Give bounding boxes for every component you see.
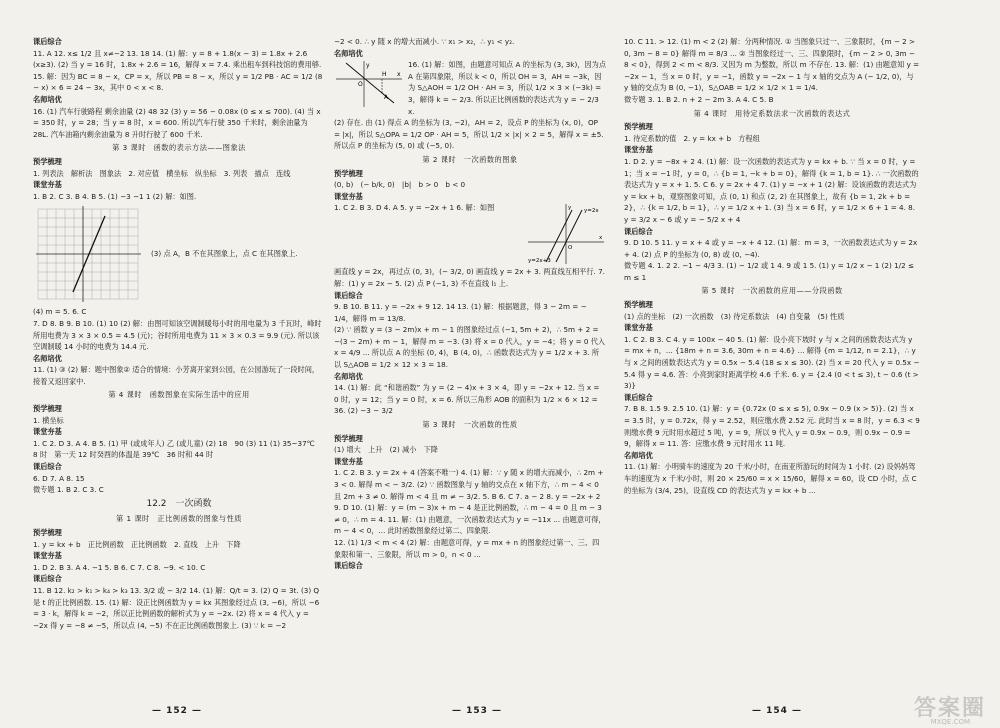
svg-text:y: y: [366, 62, 370, 70]
answer-text: (1) 增大 上升 (2) 减小 下降: [334, 445, 438, 455]
answer-text: 9. D 10. (1) 解：y = (m − 3)x + m − 4 是正比例函数，∴ m − 4 = 0 且 m − 3 ≠ 0，∴ m = 4. 11. 解：(1) 由题意，一次函数表达式为 y = −11x ... 由题意可得，m − 4 < 0，... 此时函数图象经过第二、四象限.: [334, 503, 606, 536]
answer-text: 微专题 1. B 2. C 3. C: [33, 485, 104, 495]
section-heading: 预学梳理: [624, 122, 653, 132]
answer-text: 1. C 2. D 3. A 4. B 5. (1) 甲 (或成年人) 乙 (或儿童) (2) 18 90 (3) 11 (1) 35~37℃ 8 时 第一天 12 时癸酉的体温是 39℃ 36 时和 44 时: [33, 438, 322, 460]
answer-text: 1. D 2. y = −8x + 2 4. (1) 解：设一次函数的表达式为 y = kx + b. ∵ 当 x = 0 时，y = 1；当 x = −1 时，y = 0，∴ {b = 1, −k + b = 0}，解得 {k = 1, b = 1}. ∴ 一次函数的表达式为 y = x + 1. 5. C 6. y = 2x + 4 7. (1) y = −x + 1 (2) 解：设该函数的表达式为 y = kx + b，观察图象可知，点 (0, 1) 和点 (2, 2) 在其图象上，故有 {b = 1, 2k + b = 2}，∴ {k = 1/2, b = 1}，∴ y = 1/2 x + 1. (3) 当 x = 6 时，y = 1/2 × 6 + 1 = 4. 8. y = 3/2 x − 6 或 y = − 5/2 x + 4: [624, 156, 919, 224]
answer-text: 9. B 10. B 11. y = −2x + 9 12. 14 13. (1) 解：根据题意，得 3 − 2m = − 1/4，解得 m = 13/8.: [334, 302, 587, 323]
answer-text: (2) ∵ 函数 y = (3 − 2m)x + m − 1 的图象经过点 (−1, 5m + 2)，∴ 5m + 2 = −(3 − 2m) + m − 1，解得 m = −3. (3) 将 x = 0 代入，y = −4；将 y = 0 代入 x = 4/9 ... 所以点 A 的坐标 (0, 4)，B (4, 0)，∴ 函数表达式为 y = 1/2 x + 3. 所以 S△AOB = 1/2 × 12 × 3 = 18.: [334, 325, 606, 370]
svg-text:O: O: [568, 245, 573, 252]
section-heading: 预学梳理: [334, 168, 363, 178]
page-number: — 153 —: [452, 706, 503, 716]
answer-text: 6. D 7. A 8. 15: [33, 473, 85, 483]
answer-text: 1. 横坐标: [33, 415, 64, 425]
answer-text: 画直线 y = 2x，再过点 (0, 3)，(− 3/2, 0) 画直线 y = 2x + 3. 两直线互相平行. 7. 解：(1) y = 2x − 5. (2) 点 P (−1, 3) 不在直线 l₁ 上.: [334, 267, 605, 288]
answer-text: 11. (1) 解：小明骑车的速度为 20 千米/小时，在南亚所游玩的时间为 1 小时. (2) 设妈妈驾车的速度为 x 千米/小时，则 20 × 25/60 = x × 15/60，解得 x = 60，设 CD 小时，点 C 的坐标为 (3/4, 25)，设直线 CD 的表达式为 y = kx + b ...: [624, 462, 917, 495]
section-heading: 课堂夯基: [334, 191, 363, 201]
watermark-logo: 答案圈: [913, 695, 986, 720]
answer-text: 11. B 12. k₂ > k₁ > k₄ > k₃ 13. 3/2 或 − 3/2 14. (1) 解：Q/t = 3. (2) Q = 3t. (3) Q 是 t 的正比例函数. 15. (1) 解：设正比例函数为 y = kx 其图象经过点 (3, −6)，所以 −6 = 3 · k，解得 k = −2，所以正比例函数的解析式为 y = −2x. (2) 将 x = 4 代入 y = −2x 得 y = −8 ≠ −5，所以点 (4, −5) 不在正比例函数图象上. (3) ∵ k = −2: [33, 585, 320, 630]
section-heading: 课后综合: [33, 37, 62, 46]
section-heading: 课后综合: [33, 462, 62, 472]
svg-text:H: H: [382, 71, 387, 79]
section-heading: 名师培优: [334, 48, 363, 58]
svg-text:y: y: [568, 205, 572, 212]
lesson-title: 第 3 课时 函数的表示方法——图象法: [112, 143, 246, 153]
section-heading: 课后综合: [624, 226, 653, 236]
watermark-url: MXQE.COM: [930, 718, 970, 726]
answer-text: (1) 点的坐标 (2) 一次函数 (3) 待定系数法 (4) 自变量 (5) 性质: [624, 311, 845, 321]
answer-text: 微专题 4. 1. 2 2. −1 − 4/3 3. (1) − 1/2 或 1 4. 9 或 1 5. (1) y = 1/2 x − 1 (2) 1/2 ≤ m ≤ 1: [624, 261, 914, 282]
lesson-title: 第 3 课时 一次函数的性质: [422, 420, 518, 430]
svg-text:x: x: [599, 235, 603, 242]
section-heading: 预学梳理: [33, 156, 62, 166]
page-number: — 152 —: [152, 706, 203, 716]
section-heading: 课堂夯基: [624, 145, 653, 155]
section-heading: 课堂夯基: [624, 323, 653, 333]
lesson-title: 第 5 课时 一次函数的应用——分段函数: [701, 286, 843, 296]
answer-text: (2) 存在. 由 (1) 得点 A 的坐标为 (3, −2)，AH = 2，设点 P 的坐标为 (x, 0)，OP = |x|，所以 S△OPA = 1/2 OP · AH = 5，所以 1/2 × |x| × 2 = 5，解得 x = ±5. 所以点 P 的坐标为 (5, 0) 或 (−5, 0).: [334, 118, 604, 151]
answer-text: 14. (1) 解：此 “和谐函数” 为 y = (2 − 4)x + 3 × 4，即 y = −2x + 12. 当 x = 0 时，y = 12；当 y = 0 时，x = 6. 所以三角形 AOB 的面积为 1/2 × 6 × 12 = 36. (2) −3 − 3/2: [334, 383, 600, 416]
section-heading: 课堂夯基: [33, 551, 62, 561]
svg-text:y=2x+3: y=2x+3: [528, 258, 551, 265]
chapter-title: 12.2 一次函数: [146, 498, 212, 509]
answer-text: 12. (1) 1/3 < m < 4 (2) 解：由题意可得，y = mx + n 的图象经过第一、三、四象限和第一、三象限，所以 m > 0，n < 0 ...: [334, 537, 600, 559]
answer-text: 10. C 11. > 12. (1) m < 2 (2) 解：分两种情况. ① 当图象只过一、三象限时，{m − 2 > 0, 3m − 8 = 0} 解得 m = 8/3 ... ② 当图象经过一、三、四象限时，{m − 2 > 0, 3m − 8 < 0}，得到 2 < m < 8/3. 又因为 m 为整数，所以 m 不存在. 13. 解：(1) 由题意知 y = −2x − 1，当 x = 0 时，y = −1，函数 y = −2x − 1 与 x 轴的交点为 A (− 1/2, 0)，与 y 轴的交点为 B (0, −1)，S△OAB = 1/2 × 1/2 × 1 = 1/4.: [624, 37, 920, 93]
answer-text: 1. C 2. B 3. C 4. y = 100x − 40 5. (1) 解：设小亮下坡时 y 与 x 之间的函数表达式为 y = mx + n，... {18m + n = 3.6, 30m + n = 4.6} ... 解得 {m = 1/12, n = 2.1}，∴ y 与 x 之间的函数表达式为 y = 0.5x − 5.4 (18 ≤ x ≤ 30). (2) 当 x = 20 代入 y = 0.5x − 5.4 得 y = 4.6. 答：小亮到家时距离学校 4.6 千米. 6. y = {2.4 (0 < t ≤ 3), t − 0.6 (t > 3)}: [624, 334, 920, 391]
section-heading: 预学梳理: [33, 528, 62, 537]
svg-text:y=2x: y=2x: [584, 208, 599, 215]
section-heading: 课后综合: [334, 290, 363, 300]
section-heading: 预学梳理: [334, 433, 363, 443]
lesson-title: 第 1 课时 正比例函数的图象与性质: [116, 514, 242, 524]
section-heading: 预学梳理: [33, 404, 62, 414]
section-heading: 名师培优: [624, 450, 653, 460]
answer-text: (0, b) (− b/k, 0) |b| b > 0 b < 0: [334, 180, 466, 190]
section-heading: 课后综合: [33, 574, 62, 584]
column-left: [33, 36, 325, 688]
svg-text:O: O: [358, 81, 363, 89]
lesson-title: 第 4 课时 用待定系数法求一次函数的表达式: [693, 108, 851, 118]
answer-text: 11. A 12. x≤ 1/2 且 x≠−2 13. 18 14. (1) 解：y = 8 + 1.8(x − 3) = 1.8x + 2.6 (x≥3). (2) 当 y = 16 时，1.8x + 2.6 = 16，解得 x = 7.4. 乘出租车到科技馆的费用够.: [33, 48, 322, 70]
section-heading: 课堂夯基: [33, 180, 62, 190]
answer-text: 1. B 2. C 3. B 4. B 5. (1) −3 −1 1 (2) 解：如图.: [33, 191, 197, 201]
answer-text: 1. C 2. B 3. D 4. A 5. y = −2x + 1 6. 解：如图: [334, 203, 495, 213]
section-heading: 名师培优: [33, 353, 62, 363]
answer-text: 1. C 2. B 3. y = 2x + 4 (答案不唯一) 4. (1) 解：∵ y 随 x 的增大而减小，∴ 2m + 3 < 0. 解得 m < − 3/2. (2) ∵ 函数图象与 y 轴的交点在 x 轴下方，∴ m − 4 < 0 且 2m + 3 ≠ 0. 解得 m < 4 且 m ≠ − 3/2. 5. B 6. C 7. a − 2 8. y = −2x + 2: [334, 468, 604, 501]
section-heading: 预学梳理: [624, 300, 653, 310]
section-heading: 名师培优: [33, 94, 62, 104]
lesson-title: 第 2 课时 一次函数的图象: [422, 154, 518, 164]
section-heading: 课堂夯基: [334, 456, 363, 466]
answer-text: 1. 待定系数的值 2. y = kx + b 方程组: [624, 133, 760, 143]
answer-text: 微专题 3. 1. B 2. n + 2 − 2m 3. A 4. C 5. B: [624, 94, 774, 104]
section-heading: 名师培优: [334, 371, 363, 381]
column-right: [624, 36, 920, 688]
answer-text: 15. 解：因为 BC = 8 − x，CP = x，所以 PB = 8 − x，所以 y = 1/2 PB · AC = 1/2 (8 − x) × 6 = 24 − 3x，其中 0 < x < 8.: [33, 71, 323, 93]
section-heading: 课后综合: [334, 561, 363, 571]
answer-text: −2 < 0. ∴ y 随 x 的增大而减小. ∵ x₁ > x₂，∴ y₁ < y₂.: [334, 37, 515, 46]
answer-text: 11. (1) ③ (2) 解：题中图象② 适合的情境：小芳离开家到公园，在公园游玩了一段时间，接着又返回家中.: [33, 365, 320, 386]
svg-text:A: A: [384, 94, 389, 102]
answer-text: 7. D 8. B 9. B 10. (1) 10 (2) 解：由图可知该空调制暖每小时的用电量为 3 千瓦时，峰时所用电费为 3 × 3 × 0.5 = 4.5 (元)；谷时所用电费为 11 × 3 × 0.3 = 9.9 (元). 所以该空调制暖 14 小时的电费为 14.4 元.: [33, 318, 322, 352]
page-number: — 154 —: [752, 706, 803, 716]
answer-text: 16. (1) 解：如图，由题意可知点 A 的坐标为 (3, 3k)，因为点 A 在第四象限，所以 k < 0，所以 OH = 3，AH = −3k，因为 S△AOH = 1/2 OH · AH = 3，所以 1/2 × 3 × (−3k) = 3，解得 k = − 2/3. 所以正比例函数的表达式为 y = − 2/3 x.: [408, 60, 607, 116]
column-middle: [334, 36, 606, 688]
section-heading: 课堂夯基: [33, 427, 62, 437]
graph-figure: [33, 204, 325, 304]
answer-text: (4) m = 5. 6. C: [33, 307, 87, 317]
answer-text: 1. y = kx + b 正比例函数 正比例函数 2. 直线 上升 下降: [33, 539, 241, 549]
answer-text: (3) 点 A，B 不在其图象上，点 C 在其图象上.: [151, 249, 298, 259]
answer-text: 7. B 8. 1.5 9. 2.5 10. (1) 解：y = {0.72x (0 ≤ x ≤ 5), 0.9x − 0.9 (x > 5)}. (2) 当 x = 3.5 时，y = 0.72x，得 y = 2.52，则应缴水费 2.52 元. 此时当 x = 8 时，y = 6.3 < 9 则缴水费 9 元时用水超过 5 吨，y = 9，所以 9 代入 y = 0.9x − 0.9，则 0.9x − 0.9 = 9，解得 x = 11. 答：应缴水费 9 元时用水 11 吨.: [624, 404, 920, 449]
lesson-title: 第 4 课时 函数图象在实际生活中的应用: [108, 390, 250, 400]
figure-parallel-lines: [526, 202, 606, 266]
answer-text: 9. D 10. 5 11. y = x + 4 或 y = −x + 4 12. (1) 解：m = 3，一次函数表达式为 y = 2x + 4. (2) 点 P 的坐标为 (0, 8) 或 (0, −4).: [624, 238, 918, 259]
section-heading: 课后综合: [624, 392, 653, 402]
answer-text: 1. D 2. B 3. A 4. −1 5. B 6. C 7. C 8. −9. < 10. C: [33, 562, 206, 572]
figure-16-graph: [334, 59, 404, 109]
answer-text: 1. 列表法 解析法 图象法 2. 对应值 横坐标 纵坐标 3. 列表 描点 连线: [33, 168, 291, 178]
svg-text:x: x: [397, 71, 401, 79]
coordinate-grid: [33, 204, 143, 304]
answer-text: 16. (1) 汽车行驶路程 剩余油量 (2) 48 32 (3) y = 56 − 0.08x (0 ≤ x ≤ 700). (4) 当 x = 350 时，y = 28；当 y = 8 时，x = 600. 所以汽车行驶 350 千米时，剩余油量为 28L. 汽车油箱内剩余油量为 8 升时行驶了 600 千米.: [33, 106, 321, 139]
